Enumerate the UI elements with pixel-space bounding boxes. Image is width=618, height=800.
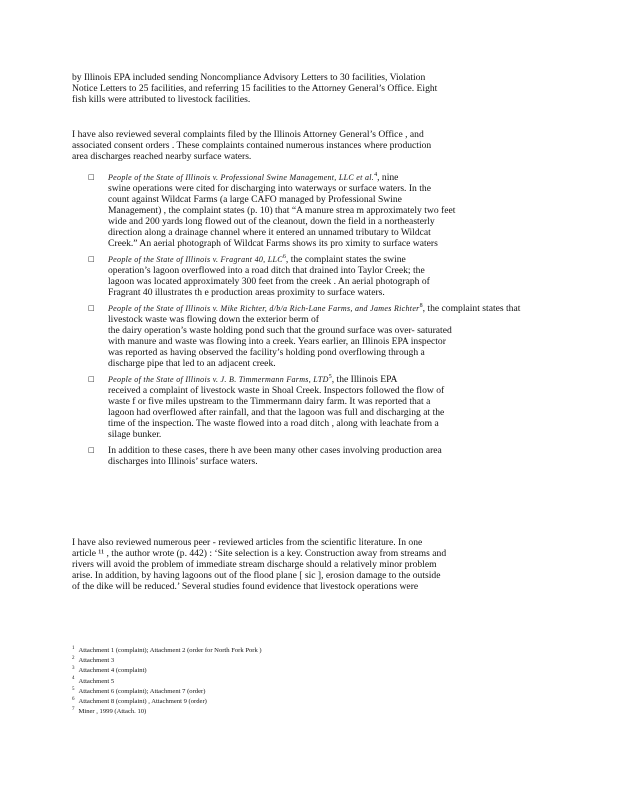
bullet-icon: □ — [88, 375, 95, 383]
text-line: arise. In addition, by having lagoons out of the flood plane [ sic ], erosion damage to the outside — [72, 570, 441, 581]
text-line: Management) , the complaint states (p. 10) that “A manure strea m approximately two feet — [108, 205, 456, 216]
footnote-mark: 6 — [72, 696, 75, 702]
case-name: People of the State of Illinois v. Fragrant 40, LLC — [108, 255, 283, 264]
footnote-ref: 6 — [282, 253, 286, 260]
footnote-mark: 3 — [72, 666, 75, 672]
text-line: I have also reviewed several complaints filed by the Illinois Attorney General’s Office , and — [72, 129, 424, 140]
footnote-text: Attachment 4 (complaint) — [78, 667, 147, 675]
paragraph-intro — [72, 72, 542, 105]
footnote — [72, 707, 262, 717]
case-name: People of the State of Illinois v. J. B. Timmermann Farms, LTD — [108, 375, 329, 384]
text-line: fish kills were attributed to livestock facilities. — [72, 94, 251, 105]
footnote-mark: 1 — [72, 645, 75, 651]
text-line: discharges into Illinois’ surface waters. — [108, 456, 258, 467]
text-line: wide and 200 yards long flowed out of the cleanout, down the field in a northeasterly — [108, 216, 435, 227]
text-line: article ¹¹ , the author wrote (p. 442) : ‘Site selection is a key. Construction away from streams and — [72, 548, 447, 559]
footnote-text: Attachment 8 (complaint) , Attachment 9 (order) — [78, 698, 207, 706]
text-line: I have also reviewed numerous peer - reviewed articles from the scientific literature. In one — [72, 537, 423, 548]
text-line: area discharges reached nearby surface waters. — [72, 151, 252, 162]
text-line: operation’s lagoon overflowed into a road ditch that drained into Taylor Creek; the — [108, 265, 425, 276]
case-bullet-list — [88, 172, 548, 472]
text-line: of the dike will be reduced.’ Several studies found evidence that livestock operations were — [72, 581, 419, 592]
footnote-mark: 5 — [72, 686, 75, 692]
text-line: by Illinois EPA included sending Noncompliance Advisory Letters to 30 facilities, Violation — [72, 72, 426, 83]
case-name: People of the State of Illinois v. Professional Swine Management, LLC et al. — [108, 173, 375, 182]
footnote — [72, 697, 262, 707]
footnote-ref: 5 — [328, 373, 332, 380]
footnote-mark: 4 — [72, 676, 75, 682]
bullet-icon: □ — [88, 255, 95, 263]
text-fragment: Creek.” An aerial photograph of Wildcat Farms — [108, 238, 290, 249]
text-line: received a complaint of livestock waste in Shoal Creek. Inspectors followed the flow of — [108, 385, 445, 396]
text-line: discharge pipe that led to an adjacent creek. — [108, 358, 276, 369]
text-line — [108, 238, 548, 249]
footnote — [72, 666, 262, 676]
text-line — [108, 303, 548, 325]
footnote-text: Attachment 6 (complaint); Attachment 7 (order) — [78, 687, 206, 695]
text-line: waste f or five miles upstream to the Timmermann dairy farm. It was reported that a — [108, 396, 431, 407]
text-line — [108, 172, 548, 183]
text-line: the dairy operation’s waste holding pond such that the ground surface was over- saturated — [108, 325, 452, 336]
text-fragment: , the Illinois EPA — [331, 374, 398, 385]
footnote-text: Miner , 1999 (Attach. 10) — [78, 708, 147, 716]
footnote-text: Attachment 3 — [78, 657, 115, 665]
text-line: was reported as having observed the facility’s holding pond overflowing through a — [108, 347, 425, 358]
text-line: time of the inspection. The waste flowed into a road ditch , along with leachate from a — [108, 418, 439, 429]
text-line: lagoon had overflowed after rainfall, and that the lagoon was full and discharging at the — [108, 407, 445, 418]
text-line: Fragrant 40 illustrates th e production areas proximity to surface waters. — [108, 287, 385, 298]
footnote-ref: 8 — [419, 302, 423, 309]
text-line: swine operations were cited for discharging into waterways or surface waters. In the — [108, 183, 431, 194]
paragraph-literature — [72, 537, 542, 592]
text-fragment: , nine — [377, 172, 399, 183]
footnotes — [72, 646, 262, 717]
text-fragment: , the complaint states that livestock waste was flowing down the exterior berm of — [108, 303, 521, 325]
bullet-icon: □ — [88, 173, 95, 181]
text-line: Notice Letters to 25 facilities, and referring 15 facilities to the Attorney General’s Office. Eight — [72, 83, 438, 94]
text-line: In addition to these cases, there h ave been many other cases involving production area — [108, 445, 442, 456]
text-fragment: , the complaint states the swine — [285, 254, 406, 265]
text-line — [108, 374, 548, 385]
text-line: associated consent orders . These complaints contained numerous instances where production — [72, 140, 432, 151]
footnote-text: Attachment 5 — [78, 677, 115, 685]
bullet-icon: □ — [88, 446, 95, 454]
text-line: rivers will avoid the problem of immediate stream discharge should a relatively minor problem — [72, 559, 437, 570]
footnote — [72, 646, 262, 656]
bullet-icon: □ — [88, 304, 95, 312]
case-name: People of the State of Illinois v. Mike Richter, d/b/a Rich-Lane Farms, and James Richter — [108, 304, 420, 313]
paragraph-review — [72, 129, 542, 162]
text-line: count against Wildcat Farms (a large CAFO managed by Professional Swine — [108, 194, 402, 205]
bullet-case-richter — [88, 303, 548, 369]
footnote — [72, 677, 262, 687]
text-fragment: shows its pro ximity to surface waters — [292, 238, 438, 249]
bullet-case-fragrant-40 — [88, 254, 548, 298]
footnote-ref: 4 — [374, 171, 378, 178]
footnote-text: Attachment 1 (complaint); Attachment 2 (order for North Fork Pork ) — [78, 647, 262, 654]
footnote — [72, 687, 262, 697]
bullet-other-cases — [88, 445, 548, 467]
text-line — [108, 254, 548, 265]
text-line: lagoon was located approximately 300 feet from the creek . An aerial photograph of — [108, 276, 430, 287]
footnote-mark: 2 — [72, 656, 75, 662]
text-line: with manure and waste was flowing into a creek. Years earlier, an Illinois EPA inspector — [108, 336, 446, 347]
bullet-case-timmermann — [88, 374, 548, 440]
footnote-mark: 7 — [72, 707, 75, 713]
bullet-case-professional-swine — [88, 172, 548, 249]
text-line: direction along a drainage channel where it entered an unnamed tributary to Wildcat — [108, 227, 431, 238]
footnote — [72, 656, 262, 666]
text-line: silage bunker. — [108, 429, 162, 440]
